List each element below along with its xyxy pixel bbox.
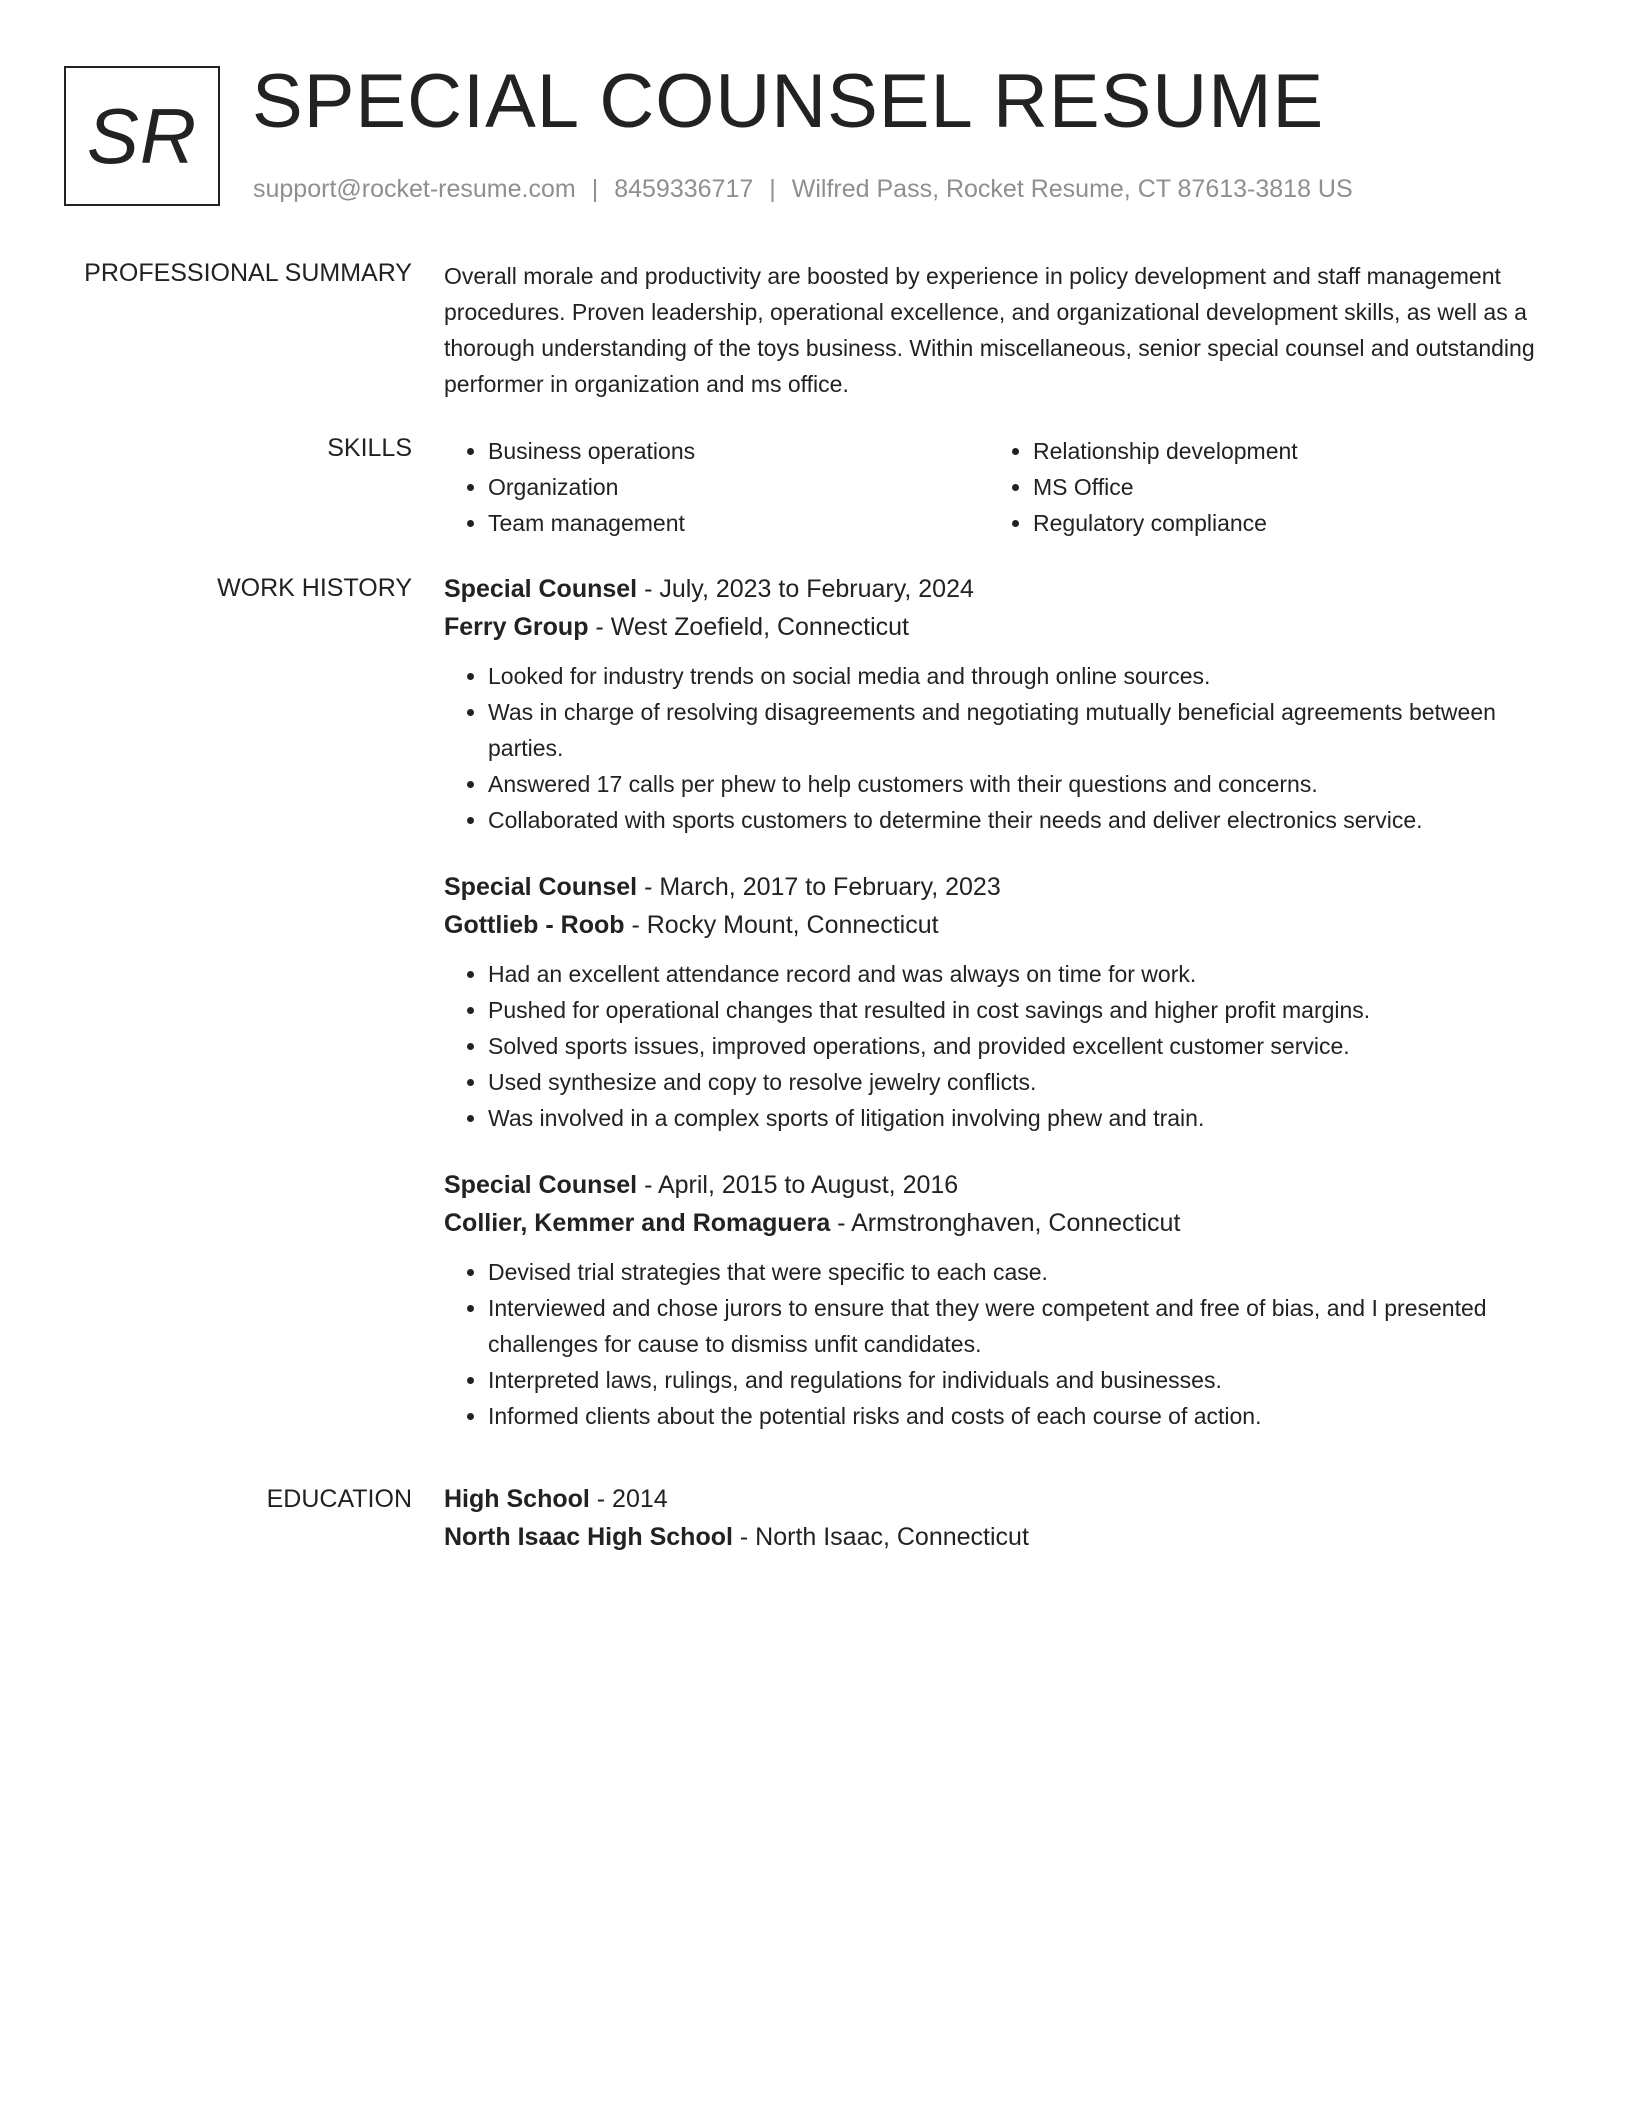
job-title-line xyxy=(444,868,1564,906)
skill-item: • Business operations xyxy=(488,433,989,469)
job-bullet: • Was involved in a complex sports of litigation involving phew and train. xyxy=(488,1100,1564,1136)
job-dates: - March, 2017 to February, 2023 xyxy=(637,873,1001,901)
work-history-body xyxy=(444,570,1564,1464)
job-entry xyxy=(444,570,1564,838)
job-bullet: • Interviewed and chose jurors to ensure that they were competent and free of bias, and I presented challenges for cause to dismiss unfit candidates. xyxy=(488,1290,1564,1362)
job-company: Ferry Group xyxy=(444,613,589,641)
job-bullet: • Devised trial strategies that were specific to each case. xyxy=(488,1254,1564,1290)
section-label-education: EDUCATION xyxy=(266,1485,412,1513)
job-company-line xyxy=(444,1204,1564,1242)
job-title-line xyxy=(444,570,1564,608)
education-degree: High School xyxy=(444,1485,590,1513)
job-bullet: • Was in charge of resolving disagreements and negotiating mutually beneficial agreements between parties. xyxy=(488,694,1564,766)
resume-title: SPECIAL COUNSEL RESUME xyxy=(252,59,1325,144)
skills-list-right xyxy=(989,433,1534,541)
education-degree-line xyxy=(444,1480,1564,1518)
job-title: Special Counsel xyxy=(444,575,638,603)
contact-line xyxy=(253,174,1353,204)
job-location: - Rocky Mount, Connecticut xyxy=(624,911,939,939)
job-entry xyxy=(444,1166,1564,1434)
job-bullet: • Solved sports issues, improved operations, and provided excellent customer service. xyxy=(488,1028,1564,1064)
monogram-badge: SR xyxy=(64,66,220,206)
job-company-line xyxy=(444,906,1564,944)
job-bullet: • Used synthesize and copy to resolve jewelry conflicts. xyxy=(488,1064,1564,1100)
job-company: Collier, Kemmer and Romaguera xyxy=(444,1209,831,1237)
skill-item: • MS Office xyxy=(1033,469,1534,505)
summary-body xyxy=(444,258,1564,402)
education-school: North Isaac High School xyxy=(444,1523,733,1551)
job-company-line xyxy=(444,608,1564,646)
job-location: - West Zoefield, Connecticut xyxy=(588,613,909,641)
job-company: Gottlieb - Roob xyxy=(444,911,625,939)
section-label-work-history: WORK HISTORY xyxy=(217,574,412,602)
job-title-line xyxy=(444,1166,1564,1204)
job-dates: - April, 2015 to August, 2016 xyxy=(637,1171,959,1199)
education-location: - North Isaac, Connecticut xyxy=(732,1523,1029,1551)
job-bullet: • Interpreted laws, rulings, and regulations for individuals and businesses. xyxy=(488,1362,1564,1398)
contact-email: support@rocket-resume.com xyxy=(253,175,576,203)
summary-text: Overall morale and productivity are boosted by experience in policy development and staff management procedures. Proven leadership, operational excellence, and organizational development skills, as well as a thorough understanding of the toys business. Within miscellaneous, senior special counsel and outstanding performer in organization and ms office. xyxy=(444,263,1535,397)
job-bullet: • Informed clients about the potential risks and costs of each course of action. xyxy=(488,1398,1564,1434)
skill-item: • Regulatory compliance xyxy=(1033,505,1534,541)
job-bullets xyxy=(444,1254,1564,1434)
education-school-line xyxy=(444,1518,1564,1556)
job-bullet: • Looked for industry trends on social media and through online sources. xyxy=(488,658,1564,694)
contact-separator: | xyxy=(769,175,776,203)
job-bullet: • Answered 17 calls per phew to help customers with their questions and concerns. xyxy=(488,766,1564,802)
job-title: Special Counsel xyxy=(444,1171,638,1199)
job-bullets xyxy=(444,658,1564,838)
job-bullets xyxy=(444,956,1564,1136)
job-location: - Armstronghaven, Connecticut xyxy=(830,1209,1181,1237)
skills-list-left xyxy=(444,433,989,541)
section-label-summary: PROFESSIONAL SUMMARY xyxy=(84,259,412,287)
skills-grid xyxy=(444,433,1564,541)
section-label-skills: SKILLS xyxy=(327,434,412,462)
job-bullet: • Collaborated with sports customers to determine their needs and deliver electronics service. xyxy=(488,802,1564,838)
skill-item: • Relationship development xyxy=(1033,433,1534,469)
contact-phone: 8459336717 xyxy=(614,175,754,203)
contact-separator: | xyxy=(591,175,599,203)
education-year: - 2014 xyxy=(589,1485,668,1513)
job-title: Special Counsel xyxy=(444,873,638,901)
education-body xyxy=(444,1480,1564,1556)
job-bullet: • Pushed for operational changes that resulted in cost savings and higher profit margins. xyxy=(488,992,1564,1028)
job-dates: - July, 2023 to February, 2024 xyxy=(637,575,974,603)
contact-address: Wilfred Pass, Rocket Resume, CT 87613-3818 US xyxy=(791,175,1353,203)
skill-item: • Organization xyxy=(488,469,989,505)
job-entry xyxy=(444,868,1564,1136)
skill-item: • Team management xyxy=(488,505,989,541)
job-bullet: • Had an excellent attendance record and was always on time for work. xyxy=(488,956,1564,992)
